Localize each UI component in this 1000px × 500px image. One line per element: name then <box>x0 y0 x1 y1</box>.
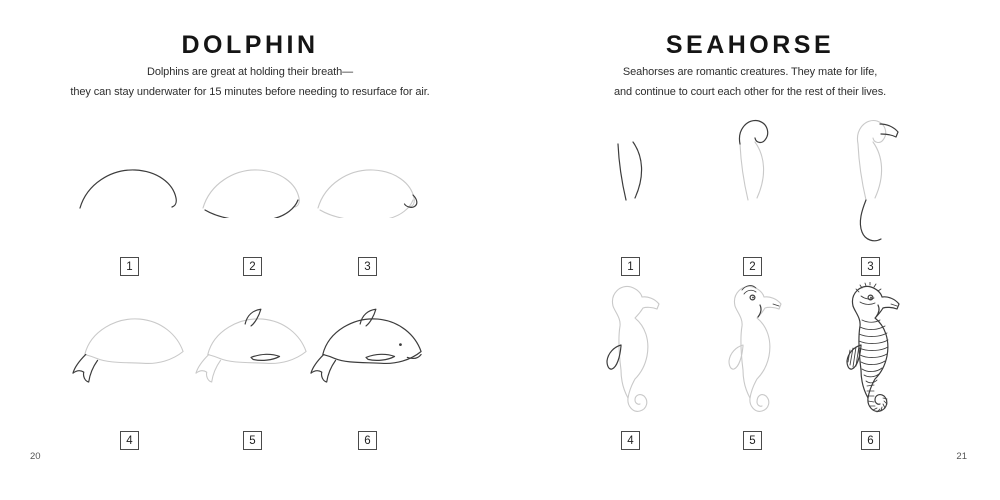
step-number-box: 3 <box>358 257 377 276</box>
page-number: 20 <box>30 451 41 462</box>
dolphin-step-5-drawing <box>194 308 312 397</box>
seahorse-step-6-drawing <box>834 282 909 428</box>
page-subtitle <box>500 62 1000 102</box>
step-number-box: 1 <box>621 257 640 276</box>
step-number-box: 5 <box>743 431 762 450</box>
step-number-box: 4 <box>120 431 139 450</box>
dolphin-step-2-drawing <box>198 160 308 218</box>
step-number-box: 6 <box>358 431 377 450</box>
step-number-box: 5 <box>243 431 262 450</box>
seahorse-page <box>500 0 1000 500</box>
dolphin-step-3-drawing <box>313 160 423 218</box>
step-number-box: 1 <box>120 257 139 276</box>
dolphin-step-6-drawing <box>309 308 427 397</box>
subtitle-line-2: they can stay underwater for 15 minutes before needing to resurface for air. <box>70 86 430 98</box>
seahorse-step-2-drawing <box>718 113 788 247</box>
step-number-box: 2 <box>243 257 262 276</box>
page-title: SEAHORSE <box>665 31 835 59</box>
dolphin-step-1-drawing <box>75 160 185 218</box>
subtitle-line-1: Dolphins are great at holding their breath— <box>146 66 354 78</box>
seahorse-step-4-drawing <box>594 282 669 428</box>
page-subtitle <box>0 62 500 102</box>
step-number-box: 3 <box>861 257 880 276</box>
subtitle-line-2: and continue to court each other for the rest of their lives. <box>613 86 887 98</box>
subtitle-line-1: Seahorses are romantic creatures. They mate for life, <box>622 66 878 78</box>
step-number-box: 2 <box>743 257 762 276</box>
dolphin-step-4-drawing <box>71 308 189 397</box>
seahorse-step-5-drawing <box>716 282 791 428</box>
page-title: DOLPHIN <box>181 31 319 59</box>
seahorse-step-3-drawing <box>836 113 906 247</box>
step-number-box: 4 <box>621 431 640 450</box>
step-number-box: 6 <box>861 431 880 450</box>
page-number: 21 <box>956 451 967 462</box>
seahorse-step-1-drawing <box>596 113 666 247</box>
